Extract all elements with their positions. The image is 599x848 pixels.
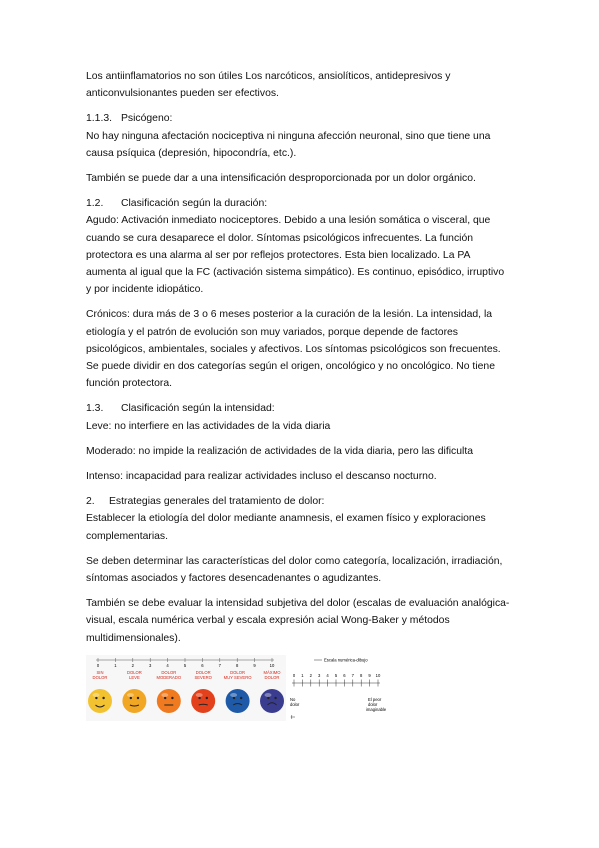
faces-tick-label: 7 bbox=[218, 663, 221, 668]
arrow-icon bbox=[291, 715, 295, 719]
faces-label-line2: LEVE bbox=[129, 675, 140, 680]
vas-left-label-line2: dolor bbox=[290, 702, 300, 707]
section-number: 1.1.3. bbox=[86, 113, 112, 125]
faces-label-line1: DOLOR bbox=[230, 670, 246, 675]
paragraph: Leve: no interfiere en las actividades de la vida diaria bbox=[86, 420, 331, 432]
faces-tick-label: 10 bbox=[269, 663, 275, 668]
section-heading-1-2 bbox=[86, 195, 512, 212]
paragraph: No hay ninguna afectación nociceptiva ni ninguna afección neuronal, sino que tiene una causa psíquica (depresión, hipocondría, etc.). bbox=[86, 130, 491, 159]
faces-label-line2: MODERADO bbox=[156, 675, 182, 680]
faces-label-line1: DOLOR bbox=[161, 670, 177, 675]
paragraph: Intenso: incapacidad para realizar actividades incluso el descanso nocturno. bbox=[86, 471, 437, 483]
emoji-face-icon bbox=[88, 689, 112, 713]
section-title: Psicógeno: bbox=[121, 113, 173, 125]
faces-tick-label: 2 bbox=[131, 663, 134, 668]
paragraph: Crónicos: dura más de 3 o 6 meses posterior a la curación de la lesión. La intensidad, la etiología y el patrón de evolución son muy variados, porque depende de factores psicológicos, ambientales, sociales y afectivos. Los síntomas psicológicos son frecuentes. Se puede dividir en dos categorías según el origen, oncológico y no oncológico. No tiene función protectora. bbox=[86, 309, 501, 390]
vas-tick-label: 2 bbox=[309, 673, 312, 678]
section-title: Clasificación según la duración: bbox=[121, 198, 268, 210]
paragraph: Establecer la etiología del dolor mediante anamnesis, el examen físico y exploraciones complementarias. bbox=[86, 513, 486, 542]
vas-left-label-line1: No bbox=[290, 697, 296, 702]
vas-tick-label: 5 bbox=[334, 673, 338, 678]
paragraph: Se deben determinar las características del dolor como categoría, localización, irradiación, síntomas asociados y factores desencadenantes o agudizantes. bbox=[86, 555, 503, 585]
faces-tick-label: 9 bbox=[253, 663, 256, 668]
vas-right-label-line1: El peor bbox=[368, 697, 382, 702]
vas-right-label-line3: imaginable bbox=[366, 707, 387, 712]
emoji-face-icon bbox=[122, 689, 146, 713]
section-title: Clasificación según la intensidad: bbox=[121, 403, 275, 415]
paragraph: Los antiinflamatorios no son útiles Los narcóticos, ansiolíticos, antidepresivos y anticonvulsionantes pueden ser efectivos. bbox=[86, 71, 451, 100]
vas-tick-label: 8 bbox=[360, 673, 363, 678]
section-number: 1.3. bbox=[86, 403, 104, 415]
vas-tick-label: 4 bbox=[326, 673, 329, 678]
faces-label-line1: DOLOR bbox=[126, 670, 142, 675]
emoji-face-icon bbox=[226, 689, 250, 713]
vas-tick-label: 9 bbox=[368, 673, 371, 678]
section-number: 2. bbox=[86, 496, 95, 508]
vas-tick-label: 7 bbox=[351, 673, 354, 678]
faces-tick-label: 8 bbox=[236, 663, 239, 668]
numeric-visual-scale bbox=[288, 655, 394, 725]
paragraph: También se puede dar a una intensificación desproporcionada por un dolor orgánico. bbox=[86, 173, 476, 185]
emoji-face-icon bbox=[157, 689, 181, 713]
vas-tick-label: 3 bbox=[318, 673, 321, 678]
section-heading-2 bbox=[86, 493, 512, 510]
faces-tick-label: 5 bbox=[183, 663, 187, 668]
faces-label-line2: DOLOR bbox=[264, 675, 280, 680]
vas-tick-label: 0 bbox=[292, 673, 296, 678]
emoji-face-icon bbox=[191, 689, 215, 713]
faces-tick-label: 3 bbox=[149, 663, 152, 668]
section-title: Estrategias generales del tratamiento de dolor: bbox=[109, 496, 325, 508]
pain-scales-figure bbox=[86, 655, 512, 725]
vas-tick-label: 6 bbox=[343, 673, 346, 678]
faces-label-line1: MÁXIMO bbox=[263, 670, 281, 675]
faces-label-line1: DOLOR bbox=[195, 670, 211, 675]
faces-label-line2: SEVERO bbox=[194, 675, 212, 680]
vas-tick-label: 1 bbox=[301, 673, 304, 678]
faces-tick-label: 0 bbox=[96, 663, 100, 668]
section-heading-1-1-3 bbox=[86, 110, 512, 127]
section-heading-1-3 bbox=[86, 400, 512, 417]
paragraph: Moderado: no impide la realización de actividades de la vida diaria, pero las dificulta bbox=[86, 445, 473, 457]
faces-label-line2: MUY SEVERO bbox=[223, 675, 252, 680]
faces-label-line1: SIN bbox=[96, 670, 104, 675]
faces-tick-label: 6 bbox=[201, 663, 204, 668]
paragraph: También se debe evaluar la intensidad subjetiva del dolor (escalas de evaluación analógica-visual, escala numérica verbal y escala expresión acial Wong-Baker y métodos multidimensionales). bbox=[86, 598, 510, 644]
vas-right-label-line2: dolor bbox=[368, 702, 378, 707]
section-number: 1.2. bbox=[86, 198, 104, 210]
vas-tick-label: 10 bbox=[375, 673, 381, 678]
paragraph: Agudo: Activación inmediato nociceptores. Debido a una lesión somática o visceral, que cuando se cura desaparece el dolor. Síntomas psicológicos infrecuentes. La función protectora es una alarma al ser por reflejos protectores. Esta bien localizado. La PA aumenta al igual que la FC (activación sistema simpático). Es continuo, episódico, irruptivo y por incidente idiopático. bbox=[86, 215, 505, 296]
document-page bbox=[86, 68, 512, 647]
faces-tick-label: 1 bbox=[114, 663, 117, 668]
emoji-face-icon bbox=[260, 689, 284, 713]
faces-label-line2: DOLOR bbox=[92, 675, 108, 680]
faces-tick-label: 4 bbox=[166, 663, 169, 668]
wong-baker-faces-scale bbox=[86, 655, 286, 721]
vas-header: Escala numérica-dibujo bbox=[324, 657, 368, 663]
